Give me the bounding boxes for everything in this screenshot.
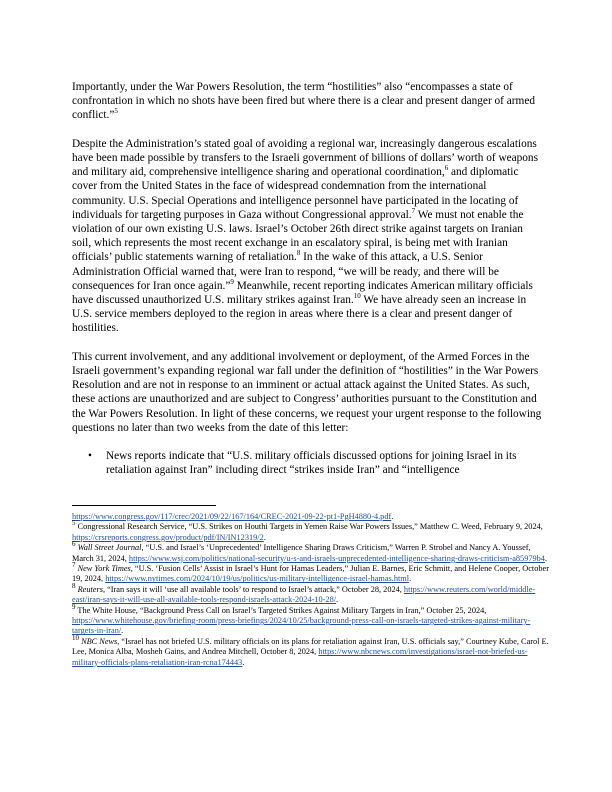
footnote-number: 9 [72,602,76,611]
footnote-source: NBC News [81,636,118,646]
footnote-9 [72,602,550,637]
footnote-number: 6 [72,540,76,549]
footnote-ref-10: 10 [353,292,361,301]
question-list [72,449,542,477]
letter-body [72,80,542,478]
footnote-punct: . [263,532,266,542]
footnote-punct: . [544,553,548,563]
footnote-5 [72,519,550,543]
paragraph-text: Meanwhile, recent reporting indicates American military officials have discussed unauthorized U.S. military strikes against Iran. [72,279,533,307]
footnote-link[interactable]: https://www.whitehouse.gov/briefing-room/press-briefings/2024/10/25/background-press-call-on-israels-targeted-strikes-against-military-targets-in-iran/ [72,616,531,636]
list-item-text: News reports indicate that “U.S. military officials discussed options for joining Israel in its retaliation against Iran” including direct “strikes inside Iran” and “intelligence [106,450,517,477]
footnote-punct: . [336,595,339,605]
paragraph-text: In the wake of this attack, a U.S. Senior Administration Official warned that, were Iran to respond, “we will be ready, and there will be consequences for Iran once again.” [72,251,499,292]
paragraph-text: and diplomatic cover from the United States in the face of widespread condemnation from the international community. U.S. Special Operations and intelligence personnel have participated in the locating of individuals for targeting purposes in Gaza without Congressional approval. [72,166,519,221]
paragraph-text: Despite the Administration’s stated goal of avoiding a regional war, increasingly dangerous escalations have been made possible by transfers to the Israeli government of billions of dollars’ worth of weapons and military aid, comprehensive intelligence sharing and operational coordination, [72,137,538,179]
footnote-ref-8: 8 [296,249,301,258]
paragraph-escalation [72,137,542,336]
footnote-7 [72,561,550,585]
footnote-ref-9: 9 [230,278,234,287]
footnote-separator [72,505,216,506]
footnote-punct: . [242,657,245,667]
footnote-ref-6: 6 [444,164,449,173]
footnote-text: , “Iran says it will ‘use all available tools’ to respond to Israel’s attack,” October 28, 2024, [102,584,404,594]
paragraph-hostilities-definition [72,80,542,123]
footnote-punct: . [391,512,394,521]
paragraph-text: We have already seen an increase in U.S. service members deployed to the region in areas where there is a clear and present danger of hostilities. [72,294,527,335]
footnote-source: New York Times [77,564,131,574]
footnote-8 [72,582,550,606]
footnote-punct: . [121,626,124,636]
footnote-text: , “U.S. and Israel’s ‘Unprecedented’ Intelligence Sharing Draws Criticism,” Warren P. Strobel and Nancy A. Youssef, March 31, 2024, [72,543,531,563]
paragraph-text: Importantly, under the War Powers Resolution, the term “hostilities” also “encompasses a state of confrontation in which no shots have been fired but where there is a clear and present danger of armed conflict.” [72,81,535,122]
footnote-number: 7 [72,561,76,570]
footnote-text: , “U.S. ‘Fusion Cells’ Assist in Israel’s Hunt for Hamas Leaders,” Julian E. Barnes, Eric Schmitt, and Helene Cooper, October 19, 2024, [72,564,549,584]
footnote-text: , “Israel has not briefed U.S. military officials on its plans for retaliation against Iran, U.S. officials say,” Courtney Kube, Carol E. Lee, Monica Alba, Mosheh Gains, and Andrea Mitchell, October 8, 2024, [72,636,549,657]
footnote-link[interactable]: https://www.wsj.com/politics/national-security/u-s-and-israels-unprecedented-intelligence-sharing-draws-criticism-a85979b4 [128,553,545,563]
footnote-number: 10 [72,634,79,643]
footnote-text: The White House, “Background Press Call on Israel’s Targeted Strikes Against Military Targets in Iran,” October 25, 2024, [75,605,487,615]
paragraph-text: We must not enable the violation of our own existing U.S. laws. Israel’s October 26th direct strike against targets on Iranian soil, which represents the most recent exchange in an escalatory spiral, is being met with Iranian officials’ public statements warning of retaliation. [72,208,524,264]
footnote-continued [72,512,550,522]
paragraph-current-involvement [72,350,542,435]
footnote-punct: . [409,574,412,584]
footnote-ref-7: 7 [411,207,416,216]
paragraph-text: This current involvement, and any additional involvement or deployment, of the Armed Forces in the Israeli government’s expanding regional war fall under the definition of “hostilities” in the War Powers Resolution and are not in response to an imminent or actual attack against the United States. As such, these actions are unauthorized and are subject to Congress’ authorities pursuant to the Constitution and the War Powers Resolution. In light of these concerns, we request your urgent response to the following questions no later than two weeks from the date of this letter: [72,350,542,434]
bullet-symbol: • [88,450,92,463]
footnote-source: Reuters [77,584,103,594]
footnote-ref-5: 5 [114,107,118,116]
footnote-link[interactable]: https://www.nbcnews.com/investigations/israel-not-briefed-us-military-officials-plans-retaliation-iran-rcna174443 [72,647,528,667]
footnotes [72,512,550,668]
footnote-source: Wall Street Journal [77,543,142,553]
footnote-link[interactable]: https://www.congress.gov/117/crec/2021/09/22/167/164/CREC-2021-09-22-pt1-PgH4880-4.pdf [72,512,392,521]
footnote-number: 5 [72,519,76,528]
footnote-10 [72,634,550,668]
footnote-number: 8 [72,582,76,591]
footnote-6 [72,540,550,564]
footnote-link[interactable]: https://crsreports.congress.gov/product/pdf/IN/IN12319/2 [72,532,264,542]
footnote-link[interactable]: https://www.nytimes.com/2024/10/19/us/politics/us-military-intelligence-israel-hamas.html [105,574,410,584]
footnote-text: Congressional Research Service, “U.S. Strikes on Houthi Targets in Yemen Raise War Powers Issues,” Matthew C. Weed, February 9, 2024, [75,522,543,532]
list-item [88,449,542,477]
footnote-link[interactable]: https://www.reuters.com/world/middle-east/iran-says-it-will-use-all-available-tools-respond-israels-attack-2024-10-28/ [72,584,536,605]
